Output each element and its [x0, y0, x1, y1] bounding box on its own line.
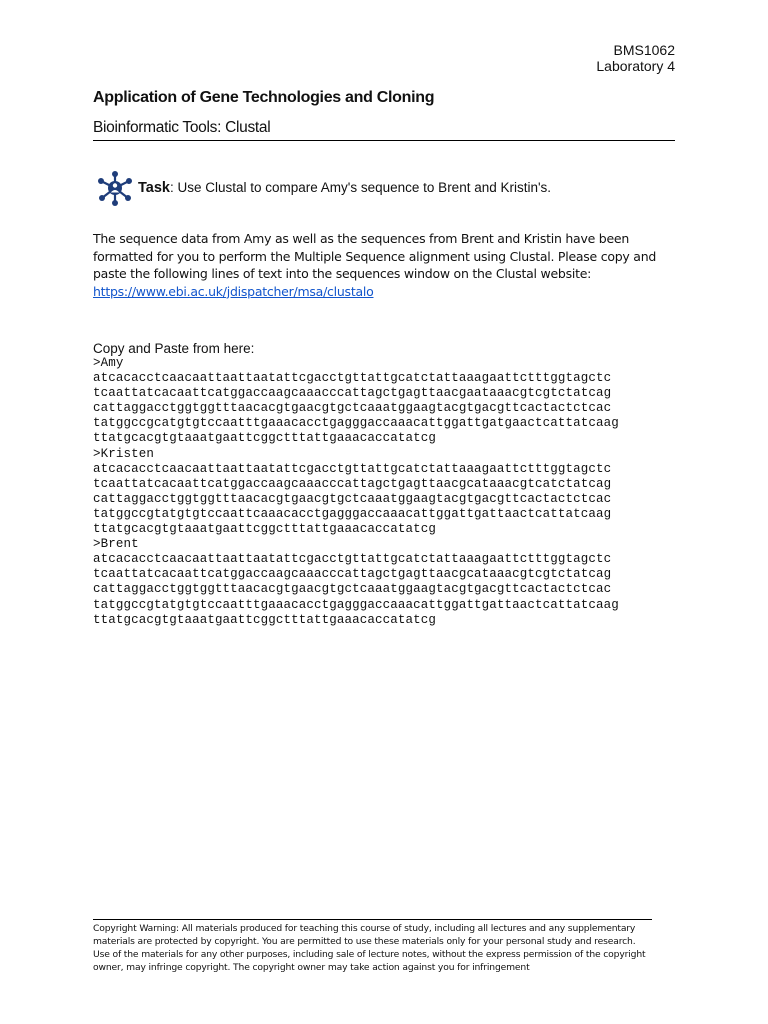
course-code: BMS1062: [613, 42, 675, 58]
document-subtitle: Bioinformatic Tools: Clustal: [93, 119, 271, 136]
footer-divider: [93, 919, 652, 920]
title-divider: [93, 140, 675, 141]
sequence-line: ttatgcacgtgtaaatgaattcggctttattgaaacaccatatcg: [93, 522, 436, 537]
sequence-line: ttatgcacgtgtaaatgaattcggctttattgaaacaccatatcg: [93, 431, 436, 446]
sequence-line: tcaattatcacaattcatggaccaagcaaacccattagctgagttaacgcataaacgtcgtctatcag: [93, 567, 612, 582]
sequence-line: ttatgcacgtgtaaatgaattcggctttattgaaacaccatatcg: [93, 612, 436, 627]
clustal-link[interactable]: https://www.ebi.ac.uk/jdispatcher/msa/clustalo: [93, 283, 374, 299]
task-instruction: [138, 180, 551, 196]
sequence-line: tcaattatcacaattcatggaccaagcaaacccattagctgagttaacgcataaacgtcatctatcag: [93, 476, 612, 491]
sequence-line: tatggccgcatgtgtccaatttgaaacacctgagggaccaaacattggattgatgaactcattatcaag: [93, 416, 619, 431]
document-header: [596, 42, 675, 74]
document-title: Application of Gene Technologies and Cloning: [93, 89, 435, 106]
sequence-block[interactable]: [93, 356, 693, 628]
copy-paste-label: Copy and Paste from here:: [93, 341, 255, 356]
lab-number: Laboratory 4: [596, 58, 675, 74]
network-person-icon: [96, 170, 134, 206]
sequence-line: atcacacctcaacaattaattaatattcgacctgttattgcatctattaaagaattctttggtagctc: [93, 552, 612, 567]
sequence-line: cattaggacctggtggtttaacacgtgaacgtgctcaaatggaagtacgtgacgttcactactctcac: [93, 491, 612, 506]
sequence-line: tcaattatcacaattcatggaccaagcaaacccattagctgagttaacgaataaacgtcgtctatcag: [93, 386, 612, 401]
task-row: [96, 170, 551, 206]
copyright-warning: Copyright Warning: All materials produced for teaching this course of study, including all lectures and any supplementary materials are protected by copyright. You are permitted to use these materials only for your personal study and research. Use of the materials for any other purposes, including sale of lecture notes, without the express permission of the copyright owner, may infringe copyright. The copyright owner may take action against you for infringement: [93, 923, 646, 973]
sequence-header: >Amy: [93, 356, 124, 370]
task-label: Task: [138, 180, 170, 196]
sequence-line: cattaggacctggtggtttaacacgtgaacgtgctcaaatggaagtacgtgacgttcactactctcac: [93, 582, 612, 597]
sequence-header: >Brent: [93, 537, 139, 552]
sequence-line: atcacacctcaacaattaattaatattcgacctgttattgcatctattaaagaattctttggtagctc: [93, 461, 612, 476]
sequence-line: tatggccgtatgtgtccaatttgaaacacctgagggaccaaacattggattgattaactcattatcaag: [93, 597, 619, 612]
sequence-line: tatggccgtatgtgtccaattcaaacacctgagggaccaaacattggattgattaactcattatcaag: [93, 506, 612, 521]
intro-text: The sequence data from Amy as well as the sequences from Brent and Kristin have been formatted for you to perform the Multiple Sequence alignment using Clustal. Please copy and paste the following lines of text into the sequences window on the Clustal website:: [93, 231, 657, 282]
task-text: : Use Clustal to compare Amy's sequence to Brent and Kristin's.: [169, 180, 552, 195]
sequence-line: atcacacctcaacaattaattaatattcgacctgttattgcatctattaaagaattctttggtagctc: [93, 371, 612, 386]
sequence-line: cattaggacctggtggtttaacacgtgaacgtgctcaaatggaagtacgtgacgttcactactctcac: [93, 401, 612, 416]
sequence-header: >Kristen: [93, 446, 154, 461]
intro-paragraph: [93, 230, 673, 300]
